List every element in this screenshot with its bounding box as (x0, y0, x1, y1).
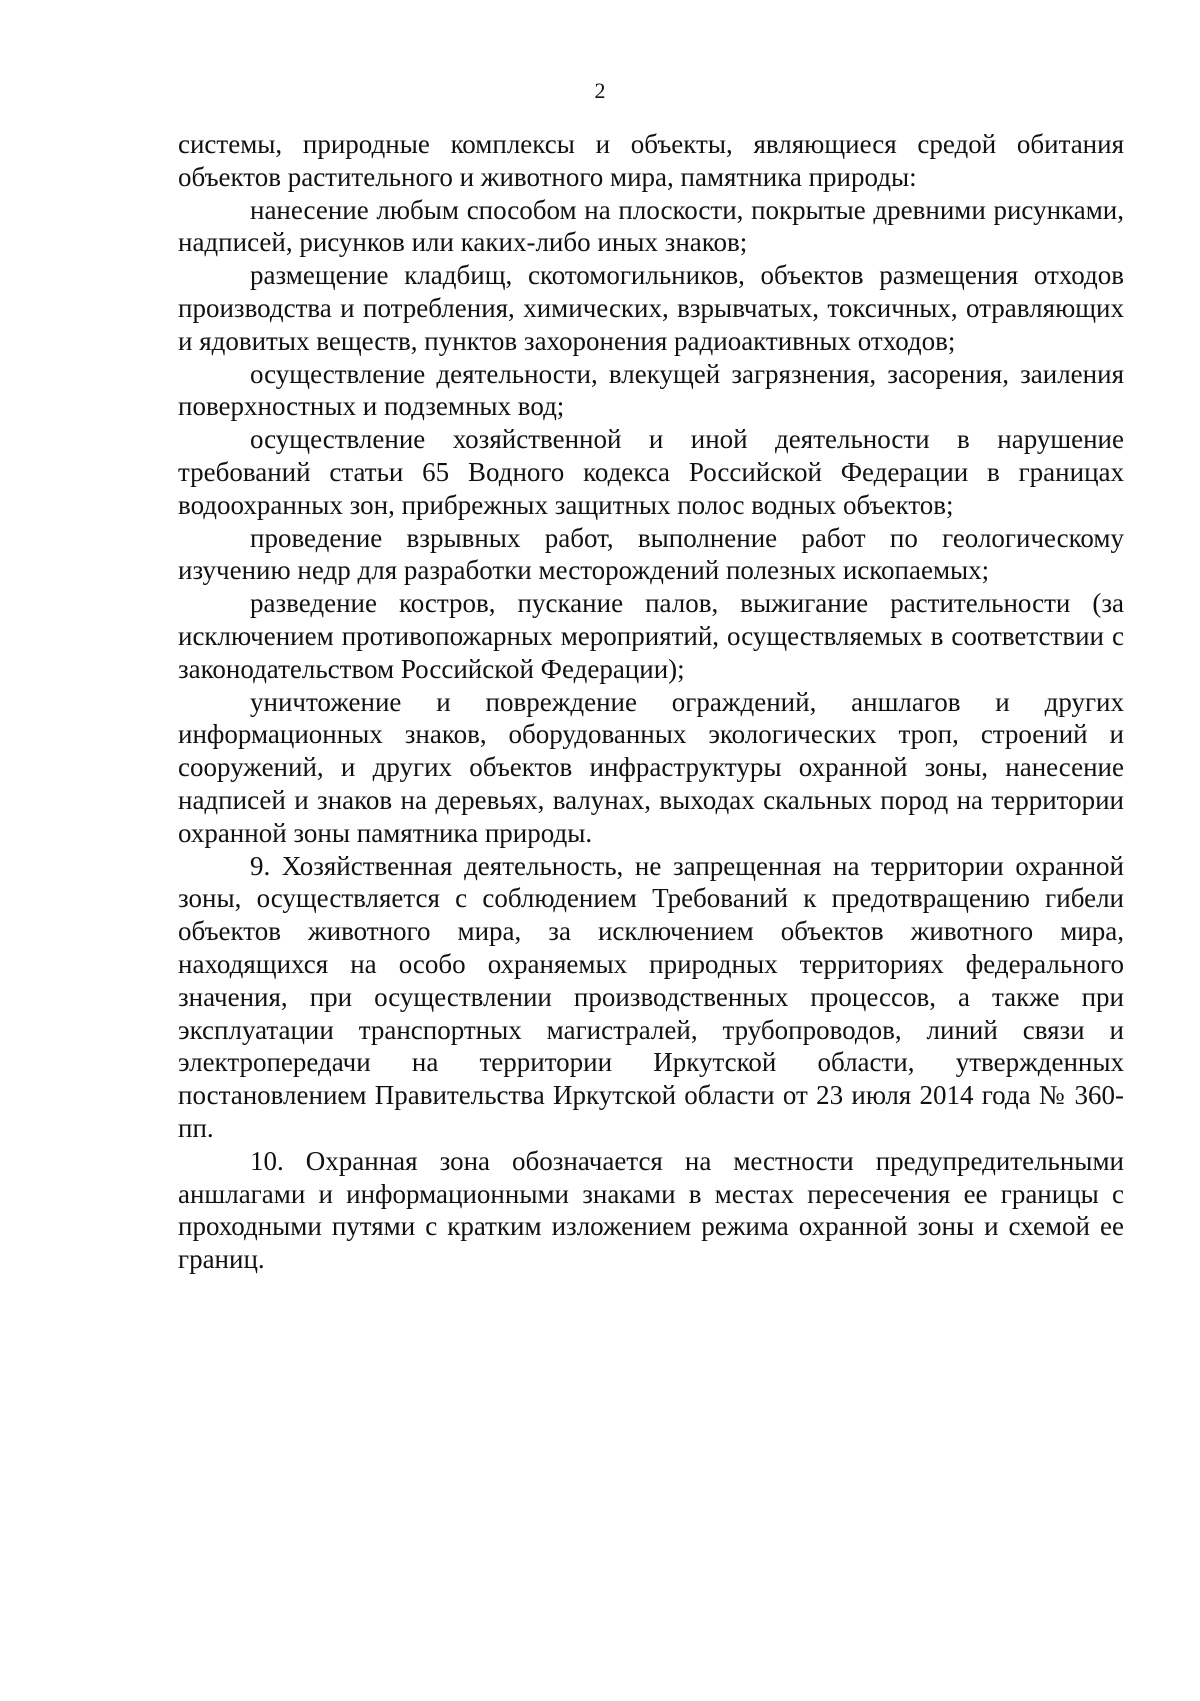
document-body (178, 128, 1124, 1276)
page-number: 2 (594, 78, 606, 103)
paragraph-prohibition-fires: разведение костров, пускание палов, выжигание растительности (за исключением противопожарных мероприятий, осуществляемых в соответствии с законодательством Российской Федерации); (178, 588, 1124, 684)
paragraph-prohibition-water-pollution: осуществление деятельности, влекущей загрязнения, засорения, заиления поверхностных и подземных вод; (178, 358, 1124, 422)
paragraph-prohibition-destruction: уничтожение и повреждение ограждений, аншлагов и других информационных знаков, оборудованных экологических троп, строений и сооружений, и других объектов инфраструктуры охранной зоны, нанесение надписей и знаков на деревьях, валунах, выходах скальных пород на территории охранной зоны памятника природы. (178, 686, 1124, 848)
paragraph-item-9: 9. Хозяйственная деятельность, не запрещенная на территории охранной зоны, осуществляется с соблюдением Требований к предотвращению гибели объектов животного мира, за исключением объектов животного мира, находящихся на особо охраняемых природных территориях федерального значения, при осуществлении производственных процессов, а также при эксплуатации транспортных магистралей, трубопроводов, линий связи и электропередачи на территории Иркутской области, утвержденных постановлением Правительства Иркутской области от 23 июля 2014 года № 360-пп. (178, 850, 1124, 1143)
paragraph-prohibition-waste: размещение кладбищ, скотомогильников, объектов размещения отходов производства и потребления, химических, взрывчатых, токсичных, отравляющих и ядовитых веществ, пунктов захоронения радиоактивных отходов; (178, 260, 1124, 356)
paragraph-prohibition-blasting: проведение взрывных работ, выполнение работ по геологическому изучению недр для разработки месторождений полезных ископаемых; (178, 522, 1124, 586)
paragraph-item-10: 10. Охранная зона обозначается на местности предупредительными аншлагами и информационными знаками в местах пересечения ее границы с проходными путями с кратким изложением режима охранной зоны и схемой ее границ. (178, 1145, 1124, 1275)
paragraph-prohibition-water-code: осуществление хозяйственной и иной деятельности в нарушение требований статьи 65 Водного кодекса Российской Федерации в границах водоохранных зон, прибрежных защитных полос водных объектов; (178, 424, 1124, 520)
paragraph-prohibition-drawings: нанесение любым способом на плоскости, покрытые древними рисунками, надписей, рисунков или каких-либо иных знаков; (178, 194, 1124, 258)
paragraph-continuation: системы, природные комплексы и объекты, являющиеся средой обитания объектов растительного и животного мира, памятника природы: (178, 129, 1124, 192)
